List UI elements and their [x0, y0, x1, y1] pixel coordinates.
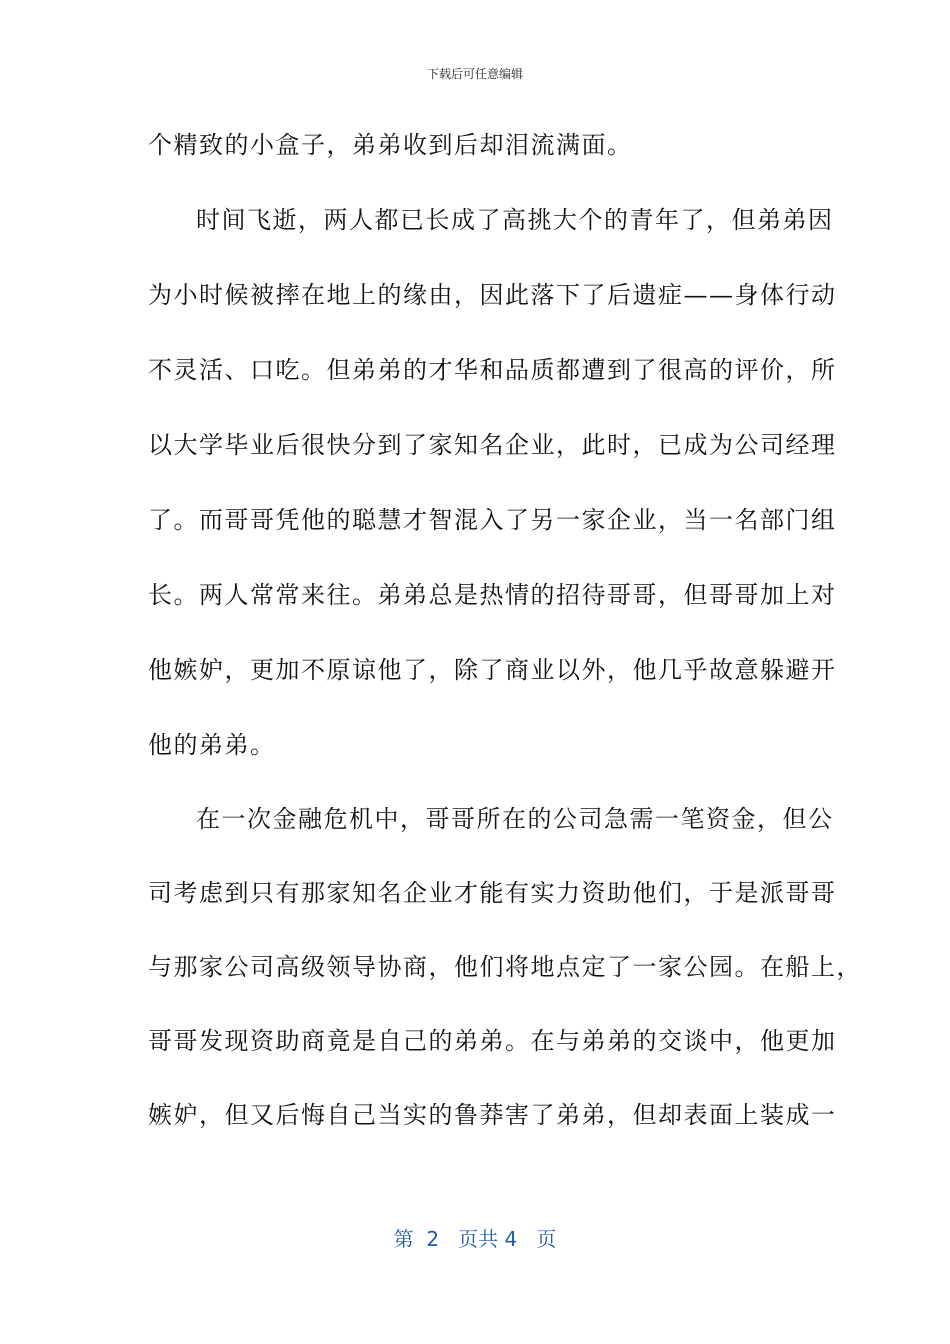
text-line: 司考虑到只有那家知名企业才能有实力资助他们，于是派哥哥: [148, 879, 837, 907]
text-line: 了。而哥哥凭他的聪慧才智混入了另一家企业，当一名部门组: [148, 506, 837, 534]
page-number-footer: 第 2 页共 4 页: [393, 1227, 557, 1251]
text-line: 嫉妒，但又后悔自己当实的鲁莽害了弟弟，但却表面上装成一: [148, 1101, 837, 1129]
text-line: 在一次金融危机中，哥哥所在的公司急需一笔资金，但公: [196, 805, 834, 833]
text-line: 个精致的小盒子，弟弟收到后却泪流满面。: [148, 131, 633, 159]
text-line: 他的弟弟。: [148, 731, 276, 759]
text-line: 他嫉妒，更加不原谅他了，除了商业以外，他几乎故意躲避开: [148, 656, 837, 684]
text-line: 与那家公司高级领导协商，他们将地点定了一家公园。在船上，: [148, 953, 862, 981]
text-line: 哥哥发现资助商竟是自己的弟弟。在与弟弟的交谈中，他更加: [148, 1027, 837, 1055]
text-line: 以大学毕业后很快分到了家知名企业，此时，已成为公司经理: [148, 431, 837, 459]
text-line: 不灵活、口吃。但弟弟的才华和品质都遭到了很高的评价，所: [148, 356, 837, 384]
text-line: 时间飞逝，两人都已长成了高挑大个的青年了，但弟弟因: [196, 206, 834, 234]
page-header: 下载后可任意编辑: [426, 67, 523, 81]
text-line: 长。两人常常来往。弟弟总是热情的招待哥哥，但哥哥加上对: [148, 581, 837, 609]
text-line: 为小时候被摔在地上的缘由，因此落下了后遗症——身体行动: [148, 281, 837, 309]
